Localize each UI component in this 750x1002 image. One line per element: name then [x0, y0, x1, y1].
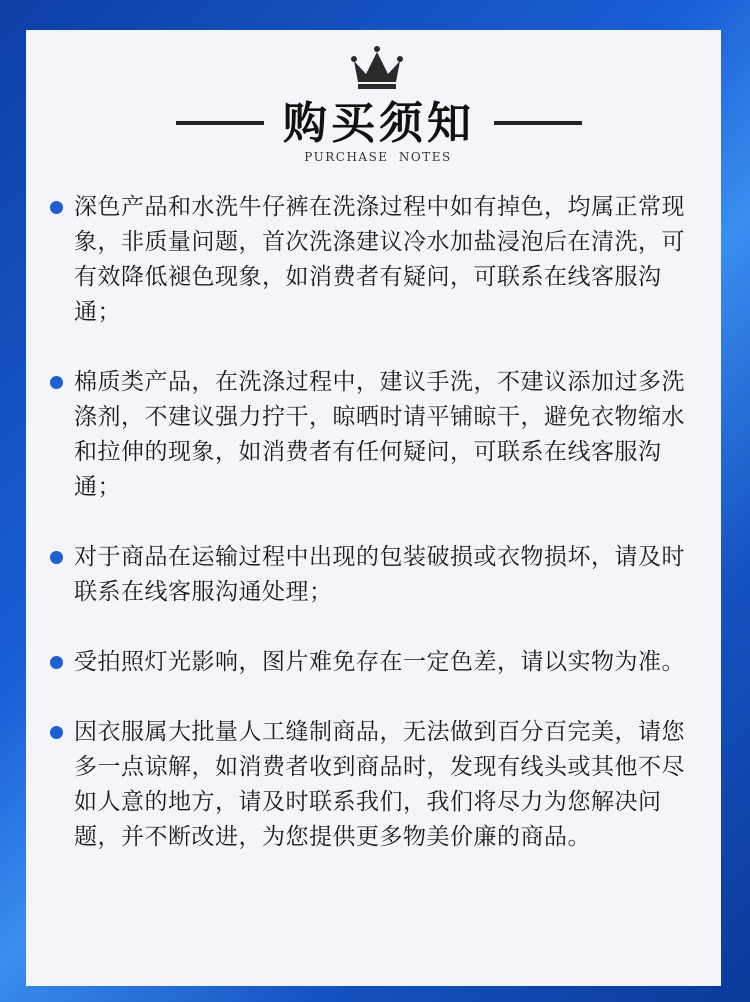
title-divider-right	[494, 121, 582, 125]
title-divider-left	[176, 121, 264, 125]
bullet-dot-icon	[50, 376, 63, 389]
bullet-dot-icon	[50, 201, 63, 214]
note-text: 深色产品和水洗牛仔裤在洗涤过程中如有掉色，均属正常现象，非质量问题，首次洗涤建议冷水加盐浸泡后在清洗，可有效降低褪色现象，如消费者有疑问，可联系在线客服沟通；	[74, 194, 685, 325]
bullet-dot-icon	[50, 726, 63, 739]
note-item	[48, 190, 698, 330]
note-item	[48, 365, 698, 505]
note-item	[48, 715, 698, 855]
title-row	[0, 98, 750, 150]
note-text: 棉质类产品，在洗涤过程中，建议手洗，不建议添加过多洗涤剂，不建议强力拧干，晾晒时请平铺晾干，避免衣物缩水和拉伸的现象，如消费者有任何疑问，可联系在线客服沟通；	[74, 369, 685, 500]
note-item	[48, 645, 698, 680]
page-title: 购买须知	[283, 98, 475, 149]
note-text: 受拍照灯光影响，图片难免存在一定色差，请以实物为准。	[74, 649, 685, 675]
notes-list	[48, 190, 698, 890]
bullet-dot-icon	[50, 551, 63, 564]
note-text: 对于商品在运输过程中出现的包装破损或衣物损坏，请及时联系在线客服沟通处理；	[74, 544, 685, 605]
note-item	[48, 540, 698, 610]
page-subtitle: PURCHASE NOTES	[304, 150, 452, 164]
note-text: 因衣服属大批量人工缝制商品，无法做到百分百完美，请您多一点谅解，如消费者收到商品时，发现有线头或其他不尽如人意的地方，请及时联系我们，我们将尽力为您解决问题，并不断改进，为您提供更多物美价廉的商品。	[74, 719, 685, 850]
bullet-dot-icon	[50, 656, 63, 669]
crown-icon	[351, 46, 403, 90]
